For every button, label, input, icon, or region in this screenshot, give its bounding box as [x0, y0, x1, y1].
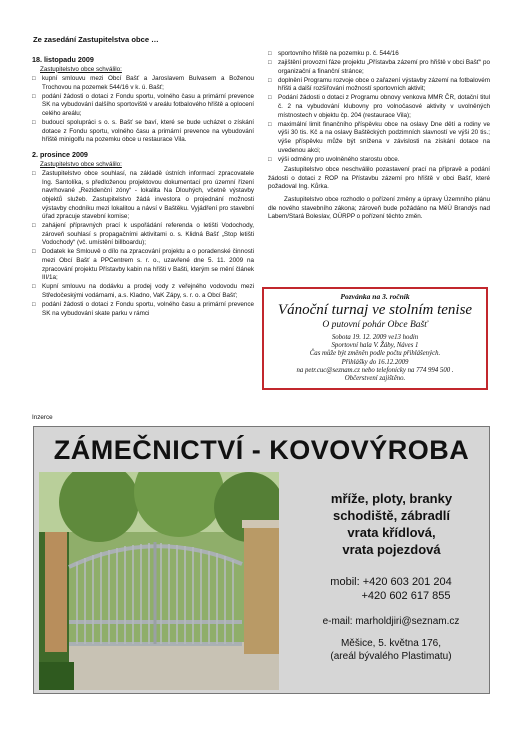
list-item: □ Podání žádosti o dotaci z Programu obnovy venkova MMR ČR, dotační titul č. 2 na vybudování klubovny pro volnočasové aktivity v uvolněných místnostech v objektu čp. 204 (restaurace Vila);	[268, 94, 490, 120]
list-item: □ zajištění provozní fáze projektu „Přístavba zázemí pro hřiště v obci Bašť“ po organizační a finanční stránce;	[268, 59, 490, 76]
invite-line: Občerstvení zajištěno.	[344, 375, 406, 383]
list-item: □ kupní smlouvu mezi Obcí Bašť a Jaroslavem Bulvasem a Boženou Trochovou na pozemek 544/16 v k. ú. Bašť;	[32, 75, 254, 92]
list-item: □ Dodatek ke Smlouvě o dílo na zpracování projektu a o poradenské činnosti mezi Obcí Bašť a PPCentrem s. r. o., uzavřené dne 5. 11. 2009 na zpracování projektu Přístavby kabin na hřišti v Bašti, kterým se mění článek III/1a;	[32, 248, 254, 282]
list-item: □ Kupní smlouvu na dodávku a prodej vody z veřejného vodovodu mezi Středočeskými vodárnami, a.s. Kladno, VaK Zápy, s. r. o. a Obcí Bašť;	[32, 283, 254, 300]
section-label: Inzerce	[32, 414, 53, 421]
phone-primary: mobil: +420 603 201 204	[330, 576, 452, 588]
invite-line: Přihlášky do 16.12.2009	[341, 358, 409, 366]
resolution-list	[32, 170, 254, 318]
list-item: □ Zastupitelstvo obce souhlasí, na základě ústních informací zpracovatele Ing. Santolíka, s předloženou projektovou dokumentací pro územní řízení navrhované „Rezidenční zóny“ - lokalita Na Dlouhých, včetně výstavby objektů služeb. Zastupitelstvo žádá investora o projednání možnosti výstavby chodníku mezi lokalitou a návsí v Baštěku. Vyjádření pro stavební úřad zpracuje stavební komise;	[32, 170, 254, 222]
invite-line: Sobota 19. 12. 2009 ve13 hodin	[331, 334, 419, 341]
list-item: □ zahájení přípravných prací k uspořádání referenda o letišti Vodochody, zároveň souhlasí s propagačními aktivitami o. s. Klidná Bašť „Stop letišti Vodochody“ (vč. umístění billboardu);	[32, 222, 254, 248]
invite-title: Vánoční turnaj ve stolním tenise	[277, 302, 473, 318]
phone-secondary: +420 602 617 855	[361, 590, 451, 602]
invite-line: na petr.cuc@seznam.cz nebo telefonicky na 774 994 500 .	[296, 366, 454, 374]
section-date: 2. prosince 2009	[32, 149, 88, 159]
advertisement	[33, 426, 490, 694]
list-item: □ maximální limit finančního příspěvku obce na oslavy Dne dětí a rodiny ve výši 30 tis. Kč a na oslavy Baštěckých podzimních slavností ve výši 20 tis.; výše příspěvku může být snížena v závislosti na získání dotace na uvedenou akci;	[268, 121, 490, 155]
contact-info	[296, 575, 486, 663]
paragraph: Zastupitelstvo obce neschválilo pozastavení prací na přípravě a podání žádosti o dotaci z ROP na Přístavbu zázemí pro hřiště v obci Bašť, které požadoval Ing. Kůrka.	[268, 166, 490, 191]
list-item: □ výši odměny pro uvolněného starostu obce.	[268, 156, 490, 165]
resolution-list	[268, 50, 490, 164]
list-item: □ doplnění Programu rozvoje obce o zařazení výstavby zázemí na fotbalovém hřišti a další rozšiřování možností sportovních aktivit;	[268, 77, 490, 94]
address-line: (areál bývalého Plastimatu)	[330, 651, 452, 662]
service-item: mříže, ploty, branky	[330, 491, 453, 506]
list-item: □ podání žádosti o dotaci z Fondu sportu, volného času a primární prevence SK na vybudování dalšího sportoviště v areálu fotbalového hřiště a oplocení celého areálu;	[32, 93, 254, 119]
invite-line: Čas může být změněn podle počtu přihlášených.	[309, 350, 441, 358]
list-item: □ podání žádosti o dotaci z Fondu sportu, volného času a primární prevence SK na vybudování skate parku v rámci	[32, 301, 254, 318]
email-address: e-mail: marholdjiri@seznam.cz	[322, 616, 460, 627]
invite-subtitle: O putovní pohár Obce Bašť	[322, 320, 428, 330]
ad-title: ZÁMEČNICTVÍ - KOVOVÝROBA	[53, 435, 470, 465]
service-item: vrata křídlová,	[347, 525, 436, 540]
list-item: □ budoucí spolupráci s o. s. Bašť se baví, které se bude ucházet o získání dotace z Fondu sportu, volného času a primární prevence na vybudování hřiště minigolfu na pozemku obce u restaurace Vila.	[32, 119, 254, 145]
service-list	[294, 490, 489, 558]
invite-line: Sportovní hala V. Žáby, Náves 1	[331, 342, 419, 350]
page-heading: Ze zasedání Zastupitelstva obce …	[33, 35, 159, 44]
section-subhead: Zastupitelstvo obce schválilo:	[40, 65, 122, 73]
section-date: 18. listopadu 2009	[32, 55, 94, 64]
address-line: Měšice, 5. května 176,	[340, 638, 442, 649]
resolution-list	[32, 75, 254, 145]
paragraph: Zastupitelstvo obce rozhodlo o pořízení změny a úpravy Územního plánu dle nového stavebního zákona; zároveň bude požádáno na MěÚ Brandýs nad Labem/Stará Boleslav, OÚRPP o pořízení těchto změn.	[268, 196, 490, 221]
gate-photo	[39, 472, 279, 690]
left-column	[32, 50, 254, 319]
tournament-invitation	[262, 287, 488, 390]
list-item: □ sportovního hřiště na pozemku p. č. 544/16	[268, 50, 490, 59]
service-item: schodiště, zábradlí	[332, 508, 451, 523]
service-item: vrata pojezdová	[342, 542, 441, 557]
invite-label: Pozvánka na 3. ročník	[340, 292, 410, 301]
section-subhead: Zastupitelstvo obce schválilo:	[40, 160, 122, 168]
right-column	[268, 50, 490, 226]
